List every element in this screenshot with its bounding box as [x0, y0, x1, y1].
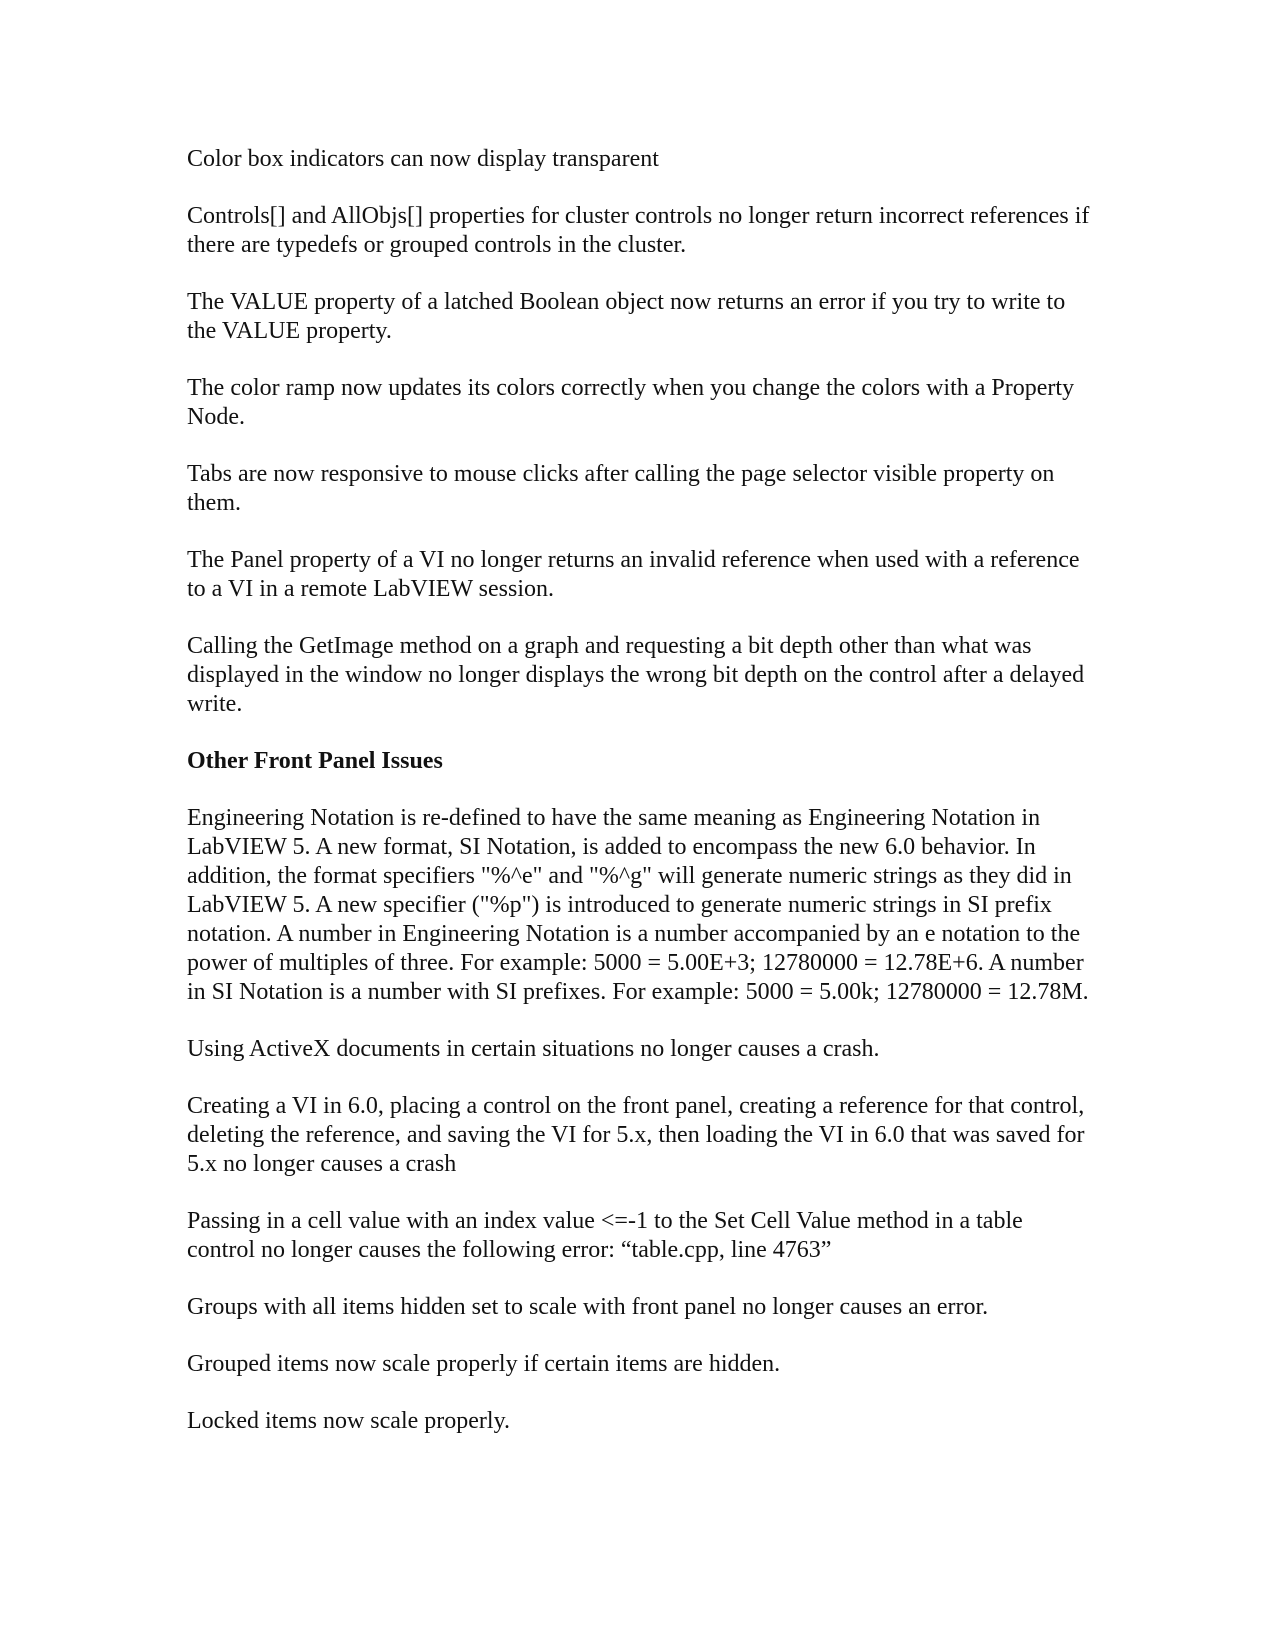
paragraph-getimage: Calling the GetImage method on a graph and requesting a bit depth other than what was displayed in the window no longer displays the wrong bit depth on the control after a delayed write. [187, 633, 1085, 717]
paragraph-engineering-notation: Engineering Notation is re-defined to have the same meaning as Engineering Notation in LabVIEW 5. A new format, SI Notation, is added to encompass the new 6.0 behavior. In addition, the format specifiers "%^e" and "%^g" will generate numeric strings as they did in LabVIEW 5. A new specifier ("%p") is introduced to generate numeric strings in SI prefix notation. A number in Engineering Notation is a number accompanied by an e notation to the power of multiples of three. For example: 5000 = 5.00E+3; 12780000 = 12.78E+6. A number in SI Notation is a number with SI prefixes. For example: 5000 = 5.00k; 12780000 = 12.78M. [187, 805, 1089, 1005]
paragraph-locked-items: Locked items now scale properly. [187, 1408, 511, 1434]
paragraph-tabs: Tabs are now responsive to mouse clicks after calling the page selector visible property on them. [187, 461, 1055, 516]
paragraph-creating-vi: Creating a VI in 6.0, placing a control on the front panel, creating a reference for that control, deleting the reference, and saving the VI for 5.x, then loading the VI in 6.0 that was saved for 5.x no longer causes a crash [187, 1093, 1085, 1177]
paragraph-value-property: The VALUE property of a latched Boolean object now returns an error if you try to write to the VALUE property. [187, 289, 1066, 344]
paragraph-controls-allobjs: Controls[] and AllObjs[] properties for cluster controls no longer return incorrect references if there are typedefs or grouped controls in the cluster. [187, 203, 1090, 258]
paragraph-color-ramp: The color ramp now updates its colors correctly when you change the colors with a Property Node. [187, 375, 1075, 430]
paragraph-grouped-items: Grouped items now scale properly if certain items are hidden. [187, 1351, 781, 1377]
paragraph-set-cell-value: Passing in a cell value with an index value <=-1 to the Set Cell Value method in a table control no longer causes the following error: “table.cpp, line 4763” [187, 1208, 1023, 1263]
paragraph-color-box: Color box indicators can now display transparent [187, 146, 659, 172]
section-heading: Other Front Panel Issues [187, 748, 443, 774]
document-page [187, 145, 1092, 1464]
paragraph-groups-hidden: Groups with all items hidden set to scale with front panel no longer causes an error. [187, 1294, 989, 1320]
paragraph-activex: Using ActiveX documents in certain situations no longer causes a crash. [187, 1036, 880, 1062]
paragraph-panel-property: The Panel property of a VI no longer returns an invalid reference when used with a reference to a VI in a remote LabVIEW session. [187, 547, 1080, 602]
